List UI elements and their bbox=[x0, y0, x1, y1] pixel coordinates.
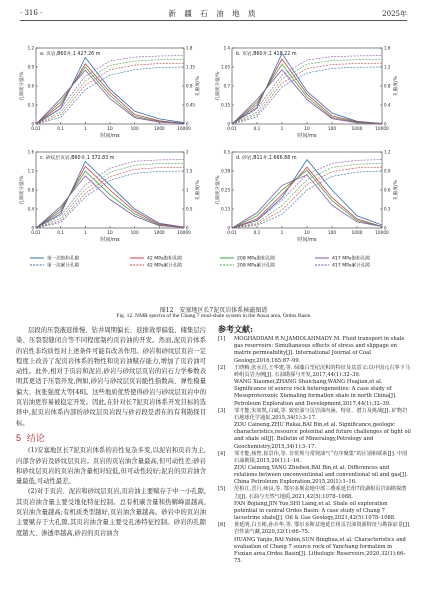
y-tick-label: 0 bbox=[31, 225, 34, 231]
reference-text: ZOU Caineng,ZHU Rukai,BAI Bin,et al. Significance,geologic characteristics,resource potential and future challenges of tight oil and shale oil[J]. Bulletin of Mineralogy,Petrology and Geochemistry,2015,34(1):3–17. bbox=[234, 422, 411, 450]
x-tick-label: 10000 bbox=[375, 127, 389, 132]
y2-tick-label: 1.5 bbox=[186, 168, 193, 174]
x-tick-label: 0.1 bbox=[253, 127, 261, 132]
series-line bbox=[232, 167, 382, 228]
x-tick-label: 10 bbox=[107, 231, 113, 236]
reference-item bbox=[218, 522, 411, 536]
y2-tick-label: 0.8 bbox=[384, 83, 391, 89]
x-tick-label: 1 bbox=[83, 231, 87, 236]
journal-title: 新 疆 石 油 地 质 bbox=[168, 9, 259, 18]
y-tick-label: 0.35 bbox=[221, 102, 230, 108]
series-cumulative-line bbox=[36, 167, 184, 228]
reference-text: 王晓梅,张水昌,王华建,等. 绿藻白垩纪沉积的特征及其意义:以中国元古界下马岭组页岩为例[J]. 石油勘探与开发,2017,44(1):32–39. bbox=[234, 364, 410, 378]
y-tick-label: 0.4 bbox=[27, 206, 34, 212]
reference-number: [4] bbox=[218, 450, 226, 457]
y2-axis-label: 孔隙度/% bbox=[196, 180, 201, 200]
y2-tick-label: 0.45 bbox=[186, 102, 195, 108]
y-axis-label: 孔隙度分量/% bbox=[20, 71, 25, 101]
x-tick-label: 1 bbox=[280, 127, 284, 132]
x-tick-label: 100 bbox=[130, 127, 139, 132]
series-line bbox=[36, 58, 184, 125]
y-tick-label: 1.2 bbox=[27, 168, 34, 174]
paragraph: (2)对于页岩、泥岩和砂纹层页岩,页岩油主要赋存于中一小孔隙,其页岩油含量主要受地化特征控制。总有机碳含量和热解峰温越高,页岩油含量越高;有机质类型越好,页岩油含量越高。砂岩中的页岩油主要赋存于大孔隙,其页岩油含量主要受孔渗特征控制。砂岩的孔隙度越大、渗透率越高,砂岩的页岩油含 bbox=[16, 488, 206, 537]
y2-tick-label: 1.35 bbox=[186, 64, 195, 70]
x-tick-label: 1 bbox=[280, 231, 284, 236]
series-line bbox=[36, 166, 184, 228]
y-tick-label: 0.3 bbox=[27, 102, 34, 108]
series-cumulative-line bbox=[232, 56, 382, 124]
y-tick-label: 0.7 bbox=[223, 83, 230, 89]
y2-tick-label: 2 bbox=[186, 149, 189, 155]
x-tick-label: 10 bbox=[304, 231, 310, 236]
nmr-figure bbox=[0, 26, 427, 326]
x-tick-label: 1000 bbox=[153, 127, 165, 132]
x-tick-label: 10 bbox=[107, 127, 113, 132]
y-axis-label: 孔隙度分量/% bbox=[20, 175, 25, 205]
legend-label: 417 MPa累计孔隙 bbox=[332, 263, 370, 269]
reference-item bbox=[218, 465, 411, 486]
header-rule bbox=[20, 20, 407, 21]
panel-label: a. 页岩,B60井,1 427.26 m bbox=[40, 52, 101, 57]
reference-text: 邹才能,杨智,崔景伟,等. 非常规与常规油气“有序聚集”的区别和联系[J]. 中国石油勘探,2015,20(1):1–16. bbox=[234, 450, 408, 464]
x-axis-label: 时间/ms bbox=[297, 133, 317, 139]
series-cumulative-line bbox=[232, 167, 382, 228]
y-axis-label: 孔隙度分量/% bbox=[216, 71, 221, 101]
x-tick-label: 10000 bbox=[375, 231, 389, 236]
y-tick-label: 1.6 bbox=[27, 149, 34, 155]
x-tick-label: 10000 bbox=[177, 127, 191, 132]
references-heading: 参考文献: bbox=[218, 324, 253, 334]
reference-text: FAN Bojiang,JIN Yue,SHI Liang,et al. Shale oil exploration potential in central Ordos Basin: A case study of Chang 7 lacustrine shale[J]. Oil & Gas Geology,2021,42(5):1078–1088. bbox=[234, 500, 396, 522]
paragraph: (1)安塞地区长7泥页岩体系的岩性复杂多变,以泥岩和页岩为主,内部含砂岩及砂纹层页岩。页岩的页岩油含量最高,但可动性差;砂岩和砂纹层页岩的页岩油含量相对较低,但可动性较好;泥岩的页岩油含量最低,可动性最差。 bbox=[16, 447, 206, 486]
x-axis-label: 时间/ms bbox=[100, 237, 120, 243]
reference-number: [5] bbox=[218, 486, 226, 493]
figure-caption-cn: 图12 安塞地区长7泥页岩体系核磁图谱 bbox=[159, 307, 268, 314]
y2-tick-label: 1.8 bbox=[186, 45, 193, 51]
reference-number: [1] bbox=[218, 336, 226, 343]
panel-label: d. 砂岩,B11井,1 666.88 m bbox=[236, 156, 297, 161]
y-tick-label: 1.2 bbox=[27, 45, 34, 51]
reference-item bbox=[218, 379, 411, 408]
x-tick-label: 1000 bbox=[351, 127, 363, 132]
x-tick-label: 0.01 bbox=[31, 127, 41, 132]
y2-tick-label: 0.6 bbox=[384, 187, 391, 193]
legend-label: 42 MPa饱和孔隙 bbox=[147, 256, 183, 262]
reference-item bbox=[218, 537, 411, 566]
y-tick-label: 0.8 bbox=[27, 187, 34, 193]
y2-axis-label: 孔隙度/% bbox=[394, 76, 399, 96]
y-tick-label: 0.9 bbox=[27, 64, 34, 70]
reference-text: ZOU Caineng,YANG Zhishen,BAI Bin,et al. Differences and relations between unconventional and conventional oil and gas[J]. China Petroleum Exploration,2015,20(1):1–16. bbox=[234, 464, 408, 486]
y-tick-label: 1.05 bbox=[221, 64, 230, 70]
series-cumulative-line bbox=[36, 163, 184, 228]
y2-tick-label: 1 bbox=[186, 187, 189, 193]
x-tick-label: 10 bbox=[304, 127, 310, 132]
legend-label: 417 MPa饱和孔隙 bbox=[332, 256, 370, 262]
panel-label: b. 页岩,B60井,1 418.22 m bbox=[236, 52, 297, 57]
x-tick-label: 100 bbox=[327, 231, 337, 236]
y-tick-label: 0.13 bbox=[221, 206, 230, 212]
y-tick-label: 0 bbox=[227, 121, 230, 127]
panel-label: c. 砂纹层页岩,B60井,1 372.83 m bbox=[40, 156, 115, 161]
y2-tick-label: 0.5 bbox=[186, 206, 193, 212]
reference-list bbox=[218, 336, 411, 565]
y2-tick-label: 1.6 bbox=[384, 45, 391, 51]
legend-label: 42 MPa累计孔隙 bbox=[147, 263, 183, 269]
reference-item bbox=[218, 501, 411, 522]
reference-number: [3] bbox=[218, 407, 226, 414]
y2-tick-label: 1.2 bbox=[384, 149, 391, 155]
reference-text: 黄延明,白玉彬,孙兵华,等. 鄂尔多斯盆地延长组页岩油资源特征与勘探前景[J]. 岩性油气藏,2020,32(1):66–75. bbox=[234, 522, 411, 536]
body-column bbox=[16, 326, 206, 539]
page-number: · 316 · bbox=[20, 9, 43, 17]
y2-tick-label: 0.9 bbox=[384, 168, 391, 174]
y2-axis-label: 孔隙度/% bbox=[196, 76, 201, 96]
reference-number: [6] bbox=[218, 522, 226, 529]
paragraph: 层段的压裂液返排慢、钻井周期偏长、返排效率偏低、储集层污染、压裂裂缝闭合等不同程度制约页岩油的开发。然而,泥页岩体系的岩性非均质性对上述条件可能有改善作用。砂岩和砂纹层页岩一定程度上改善了泥页岩体系的物性和页岩油赋存能力,增加了页岩油可动性。此外,相对于页岩和泥岩,砂岩与砂纹层页岩的岩石力学参数表明其更适于压裂开发,例如,砂岩与砂纹层页岩脆性指数高、弹性模量偏大、抗张强度大等[48]。这些地质优势使得砂岩与砂纹层页岩中的页岩油更容易被稳定开发。因此,在针对长7泥页岩体系开发目标的选择中,泥页岩体系内部的砂纹层页岩段与砂岩段是潜在的有利勘探目标。 bbox=[16, 327, 206, 427]
y-tick-label: 0 bbox=[31, 121, 34, 127]
x-tick-label: 100 bbox=[130, 231, 139, 236]
y-tick-label: 0 bbox=[227, 225, 230, 231]
x-axis-label: 时间/ms bbox=[100, 133, 120, 139]
y-tick-label: 0.38 bbox=[221, 168, 230, 174]
legend-label: 208 MPa饱和孔隙 bbox=[237, 256, 275, 262]
section-title: 结论 bbox=[26, 433, 45, 444]
reference-item bbox=[218, 422, 411, 451]
series-line bbox=[36, 176, 184, 228]
x-tick-label: 1 bbox=[83, 127, 87, 132]
page-header bbox=[0, 0, 427, 24]
y2-tick-label: 0 bbox=[384, 121, 387, 127]
y-tick-label: 0.5 bbox=[223, 149, 230, 155]
reference-text: HUANG Yanjie,BAI Yubin,SUN Binghua,et al. Characteristics and evaluation of Chang 7 source rock of Yanchang formation in Fuxian area,Ordos Basin[J]. Lithologic Reservoirs,2020,32(1):66–75. bbox=[234, 536, 406, 564]
legend-label: 第一次累计孔隙 bbox=[47, 263, 80, 269]
legend-label: 第一次饱和孔隙 bbox=[47, 256, 80, 262]
y2-tick-label: 0.4 bbox=[384, 102, 391, 108]
y2-tick-label: 0.3 bbox=[384, 206, 391, 212]
x-tick-label: 0.01 bbox=[227, 127, 237, 132]
reference-item bbox=[218, 408, 411, 422]
x-tick-label: 100 bbox=[327, 127, 337, 132]
y2-tick-label: 0.9 bbox=[186, 83, 193, 89]
reference-text: 邹才能,朱如凯,白斌,等. 致密油与页岩油内涵、特征、潜力及挑战[J]. 矿物岩石地球化学通报,2015,34(1):3–17. bbox=[234, 407, 408, 421]
y-tick-label: 1.4 bbox=[223, 45, 230, 51]
section-number: 5 bbox=[16, 432, 22, 443]
reference-text: MOGHADDAM R N,JAMIOLAHMADY M. Fluid transport in shale gas reservoirs: Simultaneous effects of stress and slippage on matrix permeability[J]. International Journal of Coal Geology,2016,165:87–99. bbox=[234, 336, 405, 364]
section-heading bbox=[16, 433, 206, 444]
x-tick-label: 1000 bbox=[153, 231, 165, 236]
reference-text: WANG Xiaomei,ZHANG Shuichang,WANG Huajian,et al. Significance of source rock heterogeneities: A case study of Mesoproterozoic Xiamaling formation shale in north China[J]. Petroleum Exploration and Development,2017,44(1):32–39. bbox=[234, 379, 397, 407]
reference-item bbox=[218, 365, 411, 379]
series-cumulative-line bbox=[36, 63, 184, 124]
reference-item bbox=[218, 336, 411, 365]
x-tick-label: 0.1 bbox=[57, 231, 65, 236]
y2-axis-label: 孔隙度/% bbox=[394, 180, 399, 200]
series-line bbox=[36, 64, 184, 124]
y-tick-label: 0.6 bbox=[27, 83, 34, 89]
series-cumulative-line bbox=[232, 163, 382, 228]
journal-year: 2025年 bbox=[382, 10, 407, 18]
y2-tick-label: 0 bbox=[186, 121, 189, 127]
references-column bbox=[218, 326, 411, 565]
x-axis-label: 时间/ms bbox=[297, 237, 317, 243]
y2-tick-label: 0 bbox=[384, 225, 387, 231]
reference-item bbox=[218, 486, 411, 500]
reference-number: [2] bbox=[218, 364, 226, 371]
y-tick-label: 0.25 bbox=[221, 187, 230, 193]
figure-caption-en: Fig. 12. NMR spectra of the Chang 7 mud-shale system in the Ansai area, Ordos Basin bbox=[116, 313, 311, 319]
series-cumulative-line bbox=[36, 56, 184, 124]
y-axis-label: 孔隙度分量/% bbox=[216, 175, 221, 205]
legend-label: 208 MPa累计孔隙 bbox=[237, 263, 275, 269]
series-cumulative-line bbox=[36, 160, 184, 228]
reference-text: 范柏江,晋月,师良,等. 鄂尔多斯盆地中部三叠系延长组7段湖相页岩油勘探潜力[J]. 石油与天然气地质,2021,42(5):1078–1088. bbox=[234, 486, 407, 500]
y2-tick-label: 1.2 bbox=[384, 64, 391, 70]
series-line bbox=[232, 53, 382, 124]
x-tick-label: 0.1 bbox=[57, 127, 65, 132]
x-tick-label: 0.01 bbox=[31, 231, 41, 236]
x-tick-label: 0.1 bbox=[253, 231, 261, 236]
x-tick-label: 0.01 bbox=[227, 231, 237, 236]
x-tick-label: 10000 bbox=[177, 231, 191, 236]
reference-item bbox=[218, 451, 411, 465]
x-tick-label: 1000 bbox=[351, 231, 363, 236]
y2-tick-label: 0 bbox=[186, 225, 189, 231]
